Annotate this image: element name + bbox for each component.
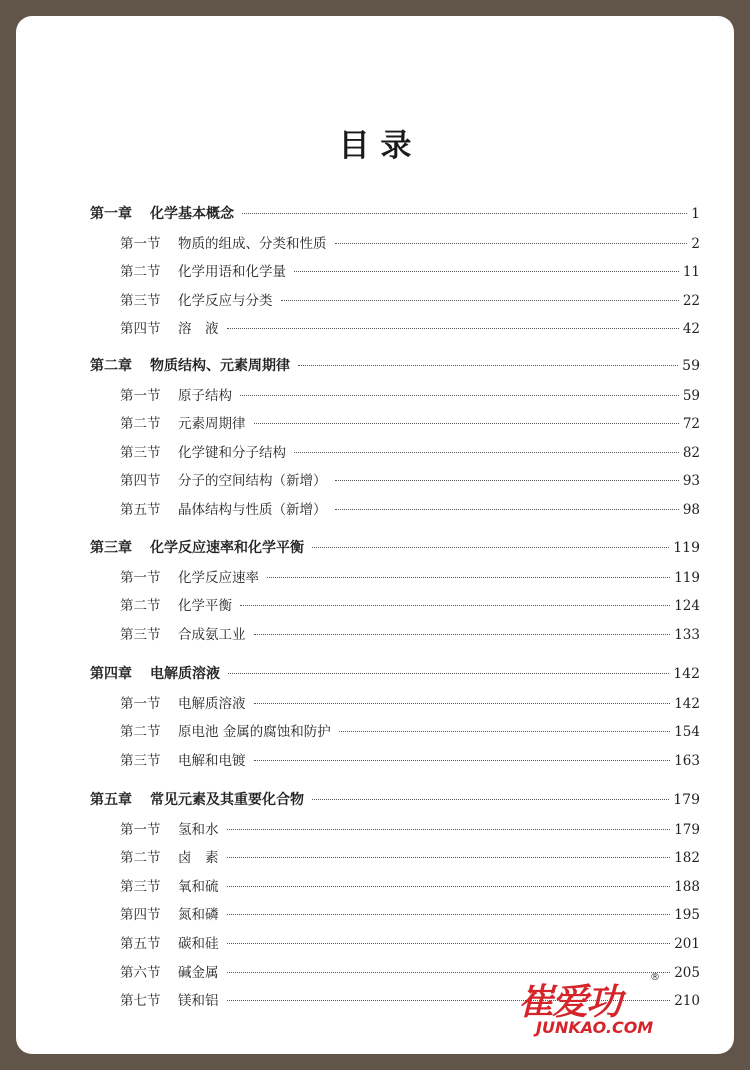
section-page-number: 59	[682, 387, 700, 404]
section-page-number: 93	[682, 473, 700, 490]
section-title: 化学反应与分类	[178, 292, 273, 309]
dot-leader	[228, 673, 669, 674]
section-title: 氧和硫	[178, 878, 219, 895]
section-entry	[120, 846, 700, 866]
section-number: 第三节	[120, 752, 161, 769]
section-entry	[120, 720, 700, 740]
section-number: 第六节	[120, 964, 161, 981]
section-page-number: 42	[682, 321, 700, 338]
section-number: 第一节	[120, 569, 161, 586]
chapter-number: 第三章	[90, 540, 132, 556]
section-entry	[120, 932, 700, 952]
chapter-title: 化学基本概念	[150, 206, 234, 222]
section-title: 分子的空间结构（新增）	[178, 473, 327, 490]
section-title: 化学用语和化学量	[178, 264, 286, 281]
chapter-entry	[90, 789, 700, 809]
chapter-entry	[90, 663, 700, 683]
dot-leader	[254, 703, 671, 704]
dot-leader	[335, 243, 688, 244]
chapter-page-number: 59	[682, 358, 700, 374]
section-number: 第五节	[120, 936, 161, 952]
section-page-number: 22	[682, 292, 700, 309]
section-entry	[120, 692, 700, 712]
dot-leader	[227, 972, 671, 973]
section-number: 第二节	[120, 264, 161, 281]
section-page-number: 188	[674, 878, 700, 895]
dot-leader	[267, 577, 670, 578]
section-entry	[120, 875, 700, 895]
watermark-logo	[512, 974, 662, 1044]
section-number: 第七节	[120, 993, 161, 1010]
dot-leader	[240, 605, 670, 606]
section-page-number: 11	[682, 264, 700, 281]
section-number: 第二节	[120, 850, 161, 867]
section-entry	[120, 623, 700, 643]
section-entry	[120, 412, 700, 432]
section-title: 电解和电镀	[178, 752, 246, 769]
section-entry	[120, 469, 700, 489]
section-entry	[120, 260, 700, 280]
section-entry	[120, 289, 700, 309]
section-page-number: 201	[674, 936, 700, 952]
chapter-entry	[90, 537, 700, 557]
section-entry	[120, 384, 700, 404]
section-title: 物质的组成、分类和性质	[178, 235, 327, 252]
section-title: 碳和硅	[178, 936, 219, 952]
dot-leader	[339, 731, 670, 732]
section-entry	[120, 441, 700, 461]
section-entry	[120, 566, 700, 586]
dot-leader	[240, 395, 679, 396]
chapter-title: 物质结构、元素周期律	[150, 358, 290, 374]
dot-leader	[227, 886, 671, 887]
section-number: 第三节	[120, 626, 161, 643]
section-entry	[120, 903, 700, 923]
section-page-number: 142	[674, 695, 700, 712]
section-title: 合成氨工业	[178, 626, 246, 643]
dot-leader	[294, 452, 679, 453]
section-entry	[120, 594, 700, 614]
section-page-number: 154	[674, 724, 700, 741]
section-title: 化学键和分子结构	[178, 444, 286, 461]
section-page-number: 133	[674, 626, 700, 643]
section-title: 卤 素	[178, 850, 219, 867]
chapter-number: 第一章	[90, 206, 132, 222]
section-number: 第二节	[120, 416, 161, 433]
section-number: 第四节	[120, 907, 161, 924]
section-entry	[120, 232, 700, 252]
section-page-number: 82	[682, 444, 700, 461]
section-number: 第三节	[120, 292, 161, 309]
dot-leader	[335, 480, 679, 481]
section-page-number: 163	[674, 752, 700, 769]
chapter-page-number: 179	[673, 792, 700, 808]
dot-leader	[254, 760, 671, 761]
chapter-title: 电解质溶液	[150, 666, 220, 682]
chapter-number: 第五章	[90, 792, 132, 808]
section-page-number: 72	[682, 416, 700, 433]
dot-leader	[242, 213, 687, 214]
section-title: 化学反应速率	[178, 569, 259, 586]
chapter-page-number: 1	[691, 206, 700, 222]
section-title: 化学平衡	[178, 598, 232, 615]
section-title: 镁和铝	[178, 993, 219, 1010]
section-entry	[120, 818, 700, 838]
section-page-number: 182	[674, 850, 700, 867]
chapter-page-number: 142	[673, 666, 700, 682]
section-page-number: 119	[674, 569, 700, 586]
section-entry	[120, 749, 700, 769]
section-number: 第一节	[120, 695, 161, 712]
dot-leader	[298, 365, 678, 366]
chapter-entry	[90, 355, 700, 375]
dot-leader	[227, 943, 671, 944]
dot-leader	[227, 914, 671, 915]
section-page-number: 205	[674, 964, 700, 981]
dot-leader	[335, 509, 679, 510]
section-title: 电解质溶液	[178, 695, 246, 712]
section-number: 第二节	[120, 598, 161, 615]
section-page-number: 124	[674, 598, 700, 615]
section-page-number: 98	[682, 502, 700, 518]
page-title: 目 录	[338, 128, 412, 164]
section-title: 碱金属	[178, 964, 219, 981]
section-title: 元素周期律	[178, 416, 246, 433]
section-title: 晶体结构与性质（新增）	[178, 502, 327, 518]
dot-leader	[312, 547, 669, 548]
registered-mark: ®	[650, 972, 660, 983]
dot-leader	[227, 857, 671, 858]
section-number: 第四节	[120, 473, 161, 490]
dot-leader	[227, 328, 679, 329]
chapter-number: 第四章	[90, 666, 132, 682]
section-entry	[120, 317, 700, 337]
section-title: 原子结构	[178, 387, 232, 404]
chapter-number: 第二章	[90, 358, 132, 374]
section-title: 氮和磷	[178, 907, 219, 924]
section-number: 第三节	[120, 878, 161, 895]
section-number: 第一节	[120, 821, 161, 838]
section-title: 原电池 金属的腐蚀和防护	[178, 724, 331, 741]
section-number: 第一节	[120, 235, 161, 252]
section-page-number: 179	[674, 821, 700, 838]
watermark-url: JUNKAO.COM	[536, 1018, 654, 1037]
chapter-entry	[90, 203, 700, 223]
section-title: 氢和水	[178, 821, 219, 838]
chapter-title: 化学反应速率和化学平衡	[150, 540, 304, 556]
chapter-title: 常见元素及其重要化合物	[150, 792, 304, 808]
section-number: 第四节	[120, 321, 161, 338]
section-number: 第三节	[120, 444, 161, 461]
section-number: 第一节	[120, 387, 161, 404]
document-page	[16, 16, 734, 1054]
dot-leader	[254, 634, 671, 635]
section-page-number: 210	[674, 993, 700, 1010]
section-page-number: 2	[691, 235, 700, 252]
dot-leader	[254, 423, 679, 424]
dot-leader	[227, 829, 671, 830]
section-entry	[120, 498, 700, 518]
dot-leader	[294, 271, 679, 272]
watermark-brand: 崔爱功	[518, 982, 621, 1023]
dot-leader	[312, 799, 669, 800]
section-number: 第五节	[120, 502, 161, 518]
section-page-number: 195	[674, 907, 700, 924]
section-title: 溶 液	[178, 321, 219, 338]
chapter-page-number: 119	[673, 540, 700, 556]
dot-leader	[281, 300, 679, 301]
section-number: 第二节	[120, 724, 161, 741]
